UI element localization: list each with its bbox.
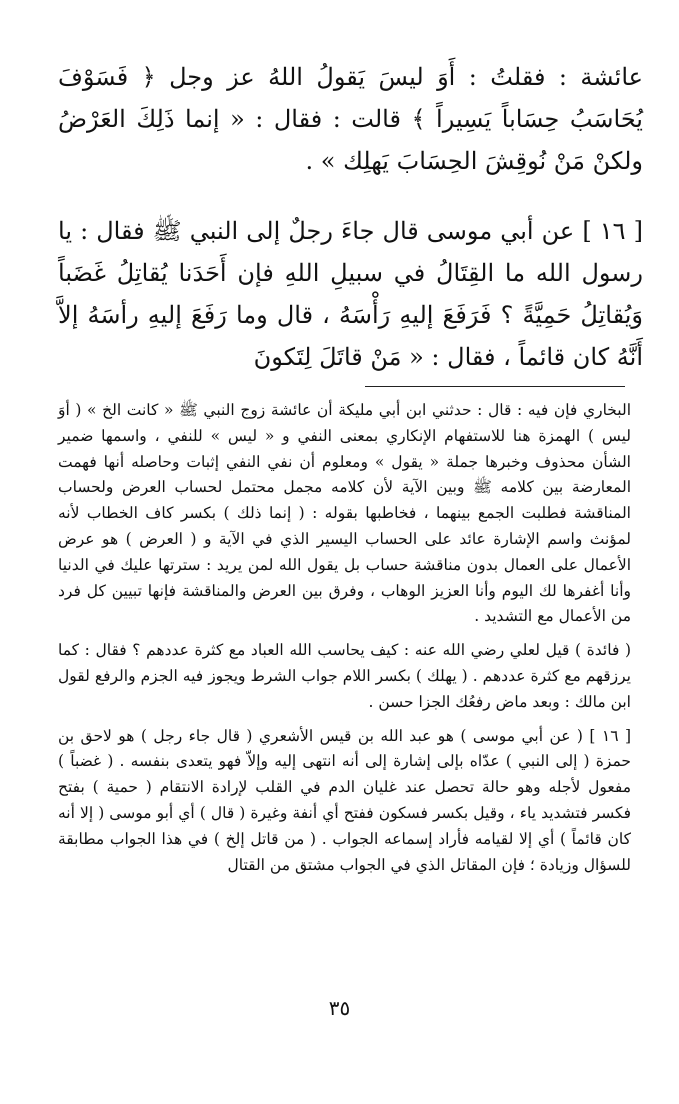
footnote-paragraph-3: [ ١٦ ] ( عن أبي موسى ) هو عبد الله بن قيس الأشعري ( قال جاء رجل ) هو لاحق بن حمزة ( إلى النبي ) عدّاه بإلى إشارة إلى أنه انتهى إليه وإلاّ فهو يتعدى بنفسه . ( غضباً ) مفعول لأجله وهو حالة تحصل عند غليان الدم في القلب لإرادة الانتقام ( حمية ) بفتح فكسر فتشديد ياء ، وقيل بكسر فسكون ففتح أي أنفة وغيرة ( قال ) أي أبو موسى ( إلا أنه كان قائماً ) أي إلا لقيامه فأراد إسماعه الجواب . ( من قاتل إلخ ) في هذا الجواب مطابقة للسؤال وزيادة ؛ فإن المقاتل الذي في الجواب مشتق من القتال [58, 726, 631, 874]
page-number: ٣٥ [328, 996, 351, 1020]
main-paragraph-2: [ ١٦ ] عن أبي موسى قال جاءَ رجلٌ إلى النبي ﷺ فقال : يا رسول الله ما القِتَالُ في سبيلِ اللهِ فإن أَحَدَنا يُقاتِلُ غَضَباً وَيُقاتِلُ حَمِيَّةً ؟ فَرَفَعَ إليهِ رَأْسَهُ ، قال وما رَفَعَ إليهِ رأسَهُ إلاَّ أَنَّهُ كان قائماً ، فقال : « مَنْ قاتَلَ لِتَكونَ [58, 217, 643, 371]
footnotes [58, 398, 631, 878]
main-text [58, 56, 643, 378]
main-paragraph-1: عائشة : فقلتُ : أَوَ ليسَ يَقولُ اللهُ عز وجل ﴿ فَسَوْفَ يُحَاسَبُ حِسَاباً يَسِيراً ﴾ قالت : فقال : « إنما ذَلِكَ العَرْضُ ولكنْ مَنْ نُوقِشَ الحِسَابَ يَهلِك » . [58, 63, 643, 175]
footnote-divider [365, 386, 625, 387]
footnote-paragraph-2: ( فائدة ) قيل لعلي رضي الله عنه : كيف يحاسب الله العباد مع كثرة عددهم ؟ فقال : كما يرزقهم مع كثرة عددهم . ( يهلك ) بكسر اللام جواب الشرط ويجوز فيه الجزم والرفع لقول ابن مالك : وبعد ماض رفعُك الجزا حسن . [58, 641, 631, 711]
footnote-paragraph-1: البخاري فإن فيه : قال : حدثني ابن أبي مليكة أن عائشة زوج النبي ﷺ « كانت الخ » ( أوَ ليس ) الهمزة هنا للاستفهام الإنكاري بمعنى النفي و « ليس » للنفي ، واسمها ضمير الشأن محذوف وخبرها جملة « يقول » ومعلوم أن نفي النفي إثبات وحاصله أنها فهمت المعارضة بين كلامه ﷺ وبين الآية لأن كلامه مجمل محتمل لحساب العرض ولحساب المناقشة فطلبت الجمع بينهما ، فخاطبها بقوله : ( إنما ذلك ) بكسر كاف الخطاب لأنه لمؤنث واسم الإشارة عائد على الحساب اليسير الذي في الآية و ( العرض ) هو عرض الأعمال على العمال بدون مناقشة حساب بل يقول الله لمن يريد : سترتها عليك في الدنيا وأنا أغفرها لك اليوم وأنا العزيز الوهاب ، وفرق بين العرض والمناقشة فإنها تبيين كل فرد من الأعمال مع التشديد . [58, 401, 631, 626]
